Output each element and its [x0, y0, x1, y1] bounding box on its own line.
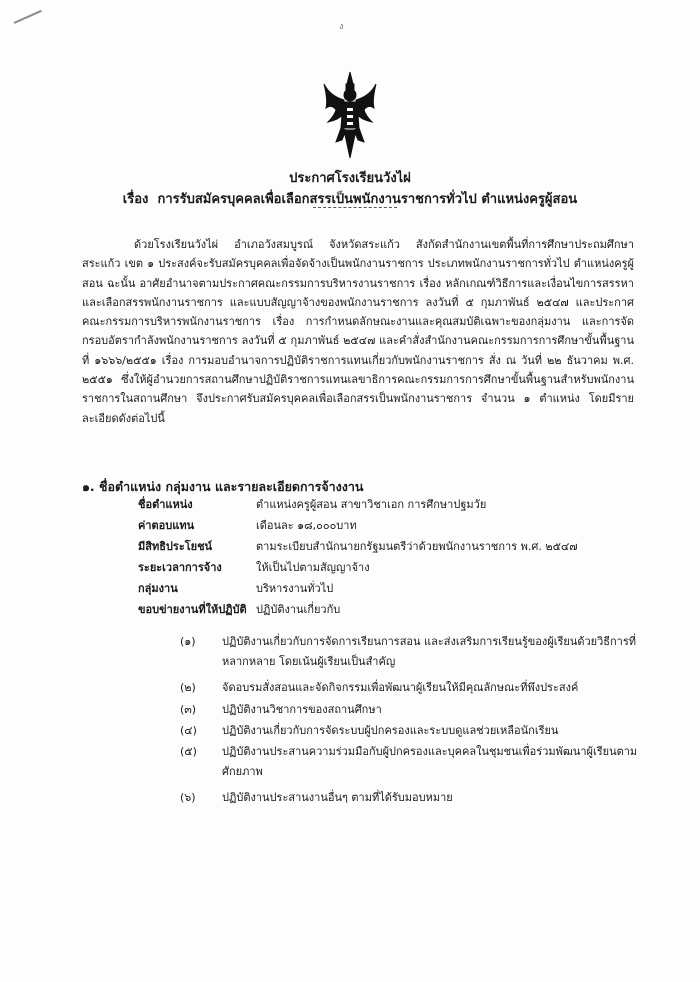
- duty-text: ปฏิบัติงานประสานงานอื่นๆ ตามที่ได้รับมอบหมาย: [222, 791, 453, 804]
- duty-number: (๒): [180, 681, 196, 694]
- duty-number: (๖): [180, 791, 196, 804]
- title-separator: [313, 207, 397, 208]
- detail-row-position: [138, 495, 486, 515]
- duty-number: (๑): [180, 635, 196, 648]
- duty-item: [180, 742, 650, 781]
- section-1-heading: ๑. ชื่อตำแหน่ง กลุ่มงาน และรายละเอียดการจ้างงาน: [82, 479, 364, 494]
- subject-text: การรับสมัครบุคคลเพื่อเลือกสรรเป็นพนักงานราชการทั่วไป ตำแหน่งครูผู้สอน: [157, 192, 578, 207]
- duty-item: [180, 632, 650, 671]
- document-subject: [0, 188, 700, 209]
- detail-row-group: [138, 579, 333, 599]
- detail-value: บริหารงานทั่วไป: [256, 582, 334, 595]
- detail-label: ระยะเวลาการจ้าง: [138, 561, 222, 574]
- duty-text: ปฏิบัติงานเกี่ยวกับการจัดการเรียนการสอน และส่งเสริมการเรียนรู้ของผู้เรียนด้วยวิธีการที่หลากหลาย โดยเน้นผู้เรียนเป็นสำคัญ: [222, 635, 637, 668]
- duty-text: จัดอบรมสั่งสอนและจัดกิจกรรมเพื่อพัฒนาผู้เรียนให้มีคุณลักษณะที่พึงประสงค์: [222, 681, 579, 694]
- scan-speck: ง: [339, 22, 344, 32]
- detail-label: กลุ่มงาน: [138, 582, 178, 595]
- detail-row-scope: [138, 600, 340, 620]
- detail-value: ตำแหน่งครูผู้สอน สาขาวิชาเอก การศึกษาปฐมวัย: [256, 498, 487, 511]
- duty-number: (๔): [180, 724, 197, 737]
- detail-label: ชื่อตำแหน่ง: [138, 498, 193, 511]
- duty-item: [180, 721, 650, 741]
- detail-row-benefits: [138, 537, 578, 557]
- detail-label: ขอบข่ายงานที่ให้ปฏิบัติ: [138, 603, 247, 616]
- intro-text: ด้วยโรงเรียนวังไผ่ อำเภอวังสมบูรณ์ จังหวัดสระแก้ว สังกัดสำนักงานเขตพื้นที่การศึกษาประถมศึกษาสระแก้ว เขต ๑ ประสงค์จะรับสมัครบุคคลเพื่อจัดจ้างเป็นพนักงานราชการ ประเภทพนักงานราชการทั่วไป ตำแหน่งครูผู้สอน ฉะนั้น อาศัยอำนาจตามประกาศคณะกรรมการบริหารงานราชการ เรื่อง หลักเกณฑ์วิธีการและเงื่อนไขการสรรหาและเลือกสรรพนักงานราชการ และแบบสัญญาจ้างของพนักงานราชการ ลงวันที่ ๕ กุมภาพันธ์ ๒๕๔๗ และประกาศคณะกรรมการบริหารพนักงานราชการ เรื่อง การกำหนดลักษณะงานและคุณสมบัติเฉพาะของกลุ่มงาน และการจัดกรอบอัตรากำลังพนักงานราชการ ลงวันที่ ๕ กุมภาพันธ์ ๒๕๔๗ และคำสั่งสำนักงานคณะกรรมการการศึกษาขั้นพื้นฐาน ที่ ๑๖๖๖/๒๕๕๑ เรื่อง การมอบอำนาจการปฏิบัติราชการแทนเกี่ยวกับพนักงานราชการ สั่ง ณ วันที่ ๒๒ ธันวาคม พ.ศ. ๒๕๕๑ ซึ่งให้ผู้อำนวยการสถานศึกษาปฏิบัติราชการแทนเลขาธิการคณะกรรมการการศึกษาขั้นพื้นฐานสำหรับพนักงานราชการในสถานศึกษา จึงประกาศรับสมัครบุคคลเพื่อเลือกสรรเป็นพนักงานราชการ จำนวน ๑ ตำแหน่ง โดยมีรายละเอียดดังต่อไปนี้: [82, 238, 634, 425]
- detail-label: มีสิทธิประโยชน์: [138, 540, 213, 553]
- detail-row-salary: [138, 516, 357, 536]
- scan-pen-mark: [14, 10, 42, 24]
- subject-label: เรื่อง: [122, 192, 149, 207]
- duty-text: ปฏิบัติงานวิชาการของสถานศึกษา: [222, 703, 382, 716]
- document-title: ประกาศโรงเรียนวังไผ่: [289, 171, 411, 186]
- duty-item: [180, 678, 650, 698]
- intro-paragraph: [82, 235, 634, 428]
- duty-item: [180, 700, 650, 720]
- garuda-emblem-icon: [322, 70, 378, 160]
- duty-text: ปฏิบัติงานเกี่ยวกับการจัดระบบผู้ปกครองและระบบดูแลช่วยเหลือนักเรียน: [222, 724, 559, 737]
- detail-row-duration: [138, 558, 370, 578]
- detail-value: ปฏิบัติงานเกี่ยวกับ: [256, 603, 341, 616]
- detail-label: ค่าตอบแทน: [138, 519, 195, 532]
- detail-value: ตามระเบียบสำนักนายกรัฐมนตรีว่าด้วยพนักงานราชการ พ.ศ. ๒๕๔๗: [256, 540, 578, 553]
- detail-value: ให้เป็นไปตามสัญญาจ้าง: [256, 561, 370, 574]
- duty-text: ปฏิบัติงานประสานความร่วมมือกับผู้ปกครองและบุคคลในชุมชนเพื่อร่วมพัฒนาผู้เรียนตามศักยภาพ: [222, 745, 638, 778]
- detail-value: เดือนละ ๑๘,๐๐๐บาท: [256, 519, 357, 532]
- duty-number: (๕): [180, 745, 197, 758]
- duty-item: [180, 788, 650, 808]
- duty-number: (๓): [180, 703, 197, 716]
